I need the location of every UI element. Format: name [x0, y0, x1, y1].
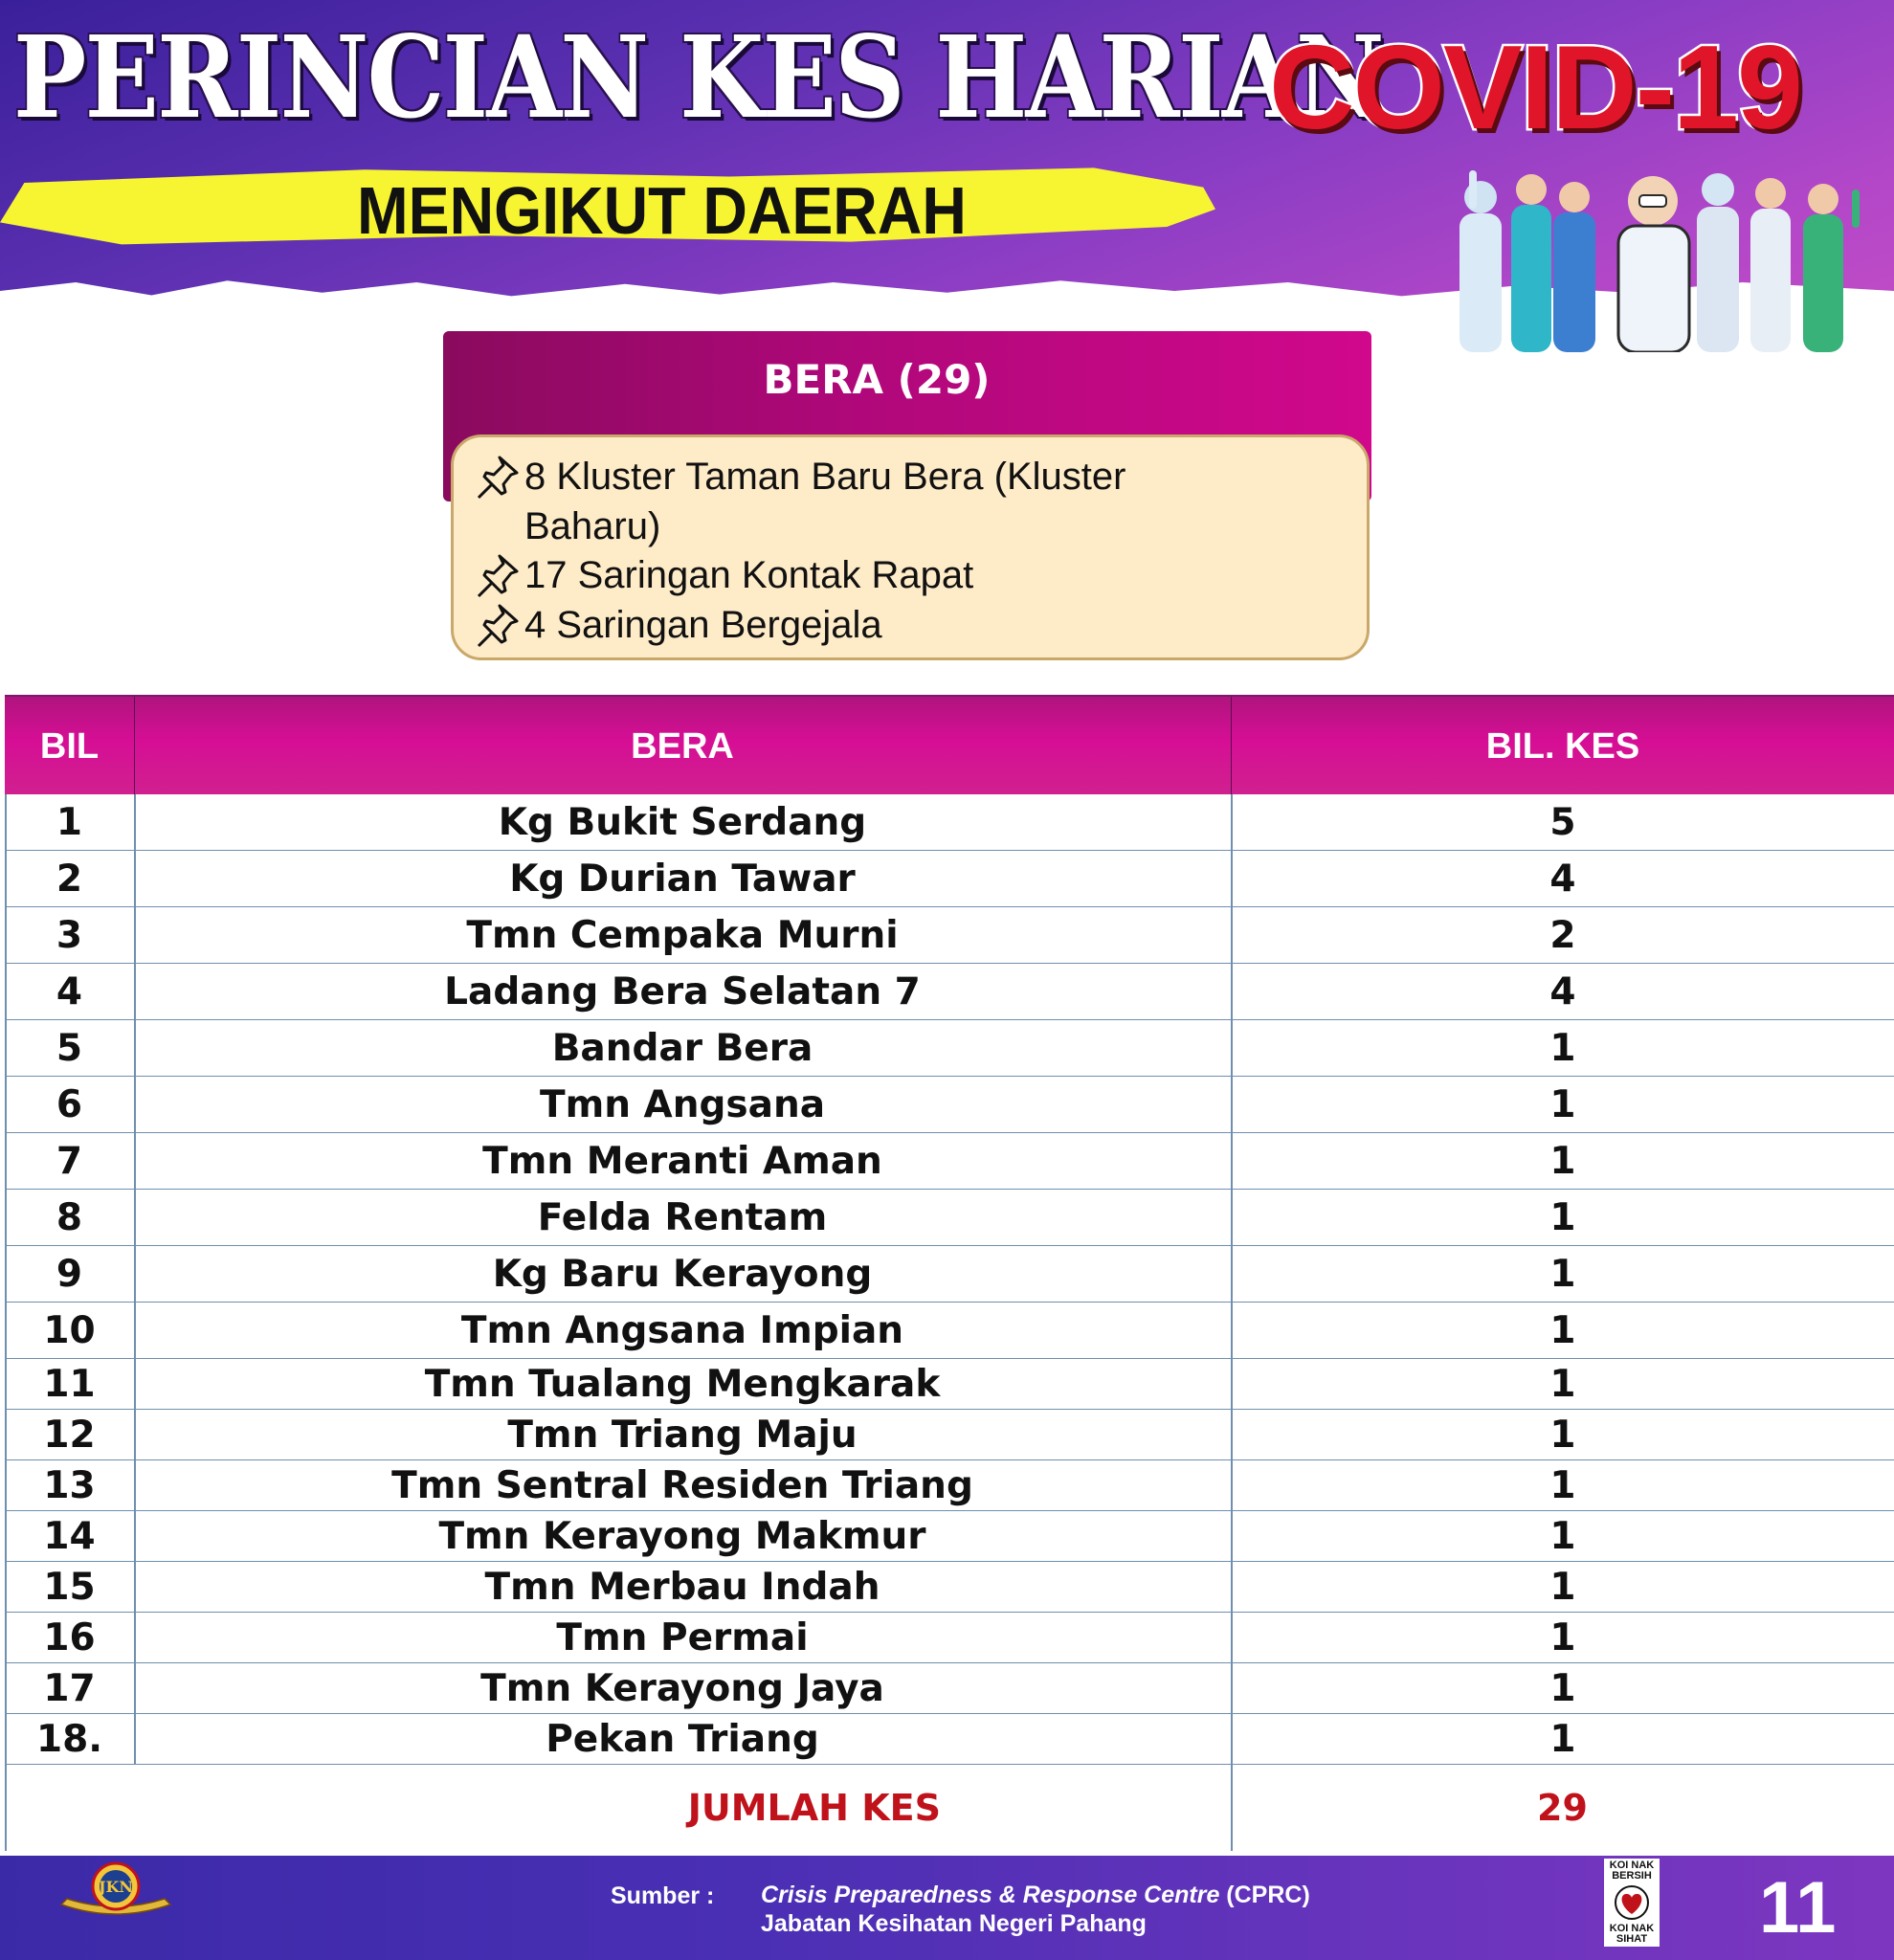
- table-row: [5, 1410, 1894, 1460]
- cell-cases: 1: [1549, 1615, 1576, 1659]
- cell-bil: 16: [43, 1615, 96, 1659]
- source-line-2: Jabatan Kesihatan Negeri Pahang: [761, 1910, 1147, 1937]
- cell-bil: 6: [56, 1082, 83, 1126]
- cell-cases: 1: [1549, 1195, 1576, 1239]
- column-header-location: BERA: [631, 726, 734, 767]
- cell-location: Tmn Tualang Mengkarak: [424, 1362, 941, 1406]
- table-border-left: [5, 794, 7, 1851]
- cell-cases: 1: [1549, 1362, 1576, 1406]
- healthcare-workers-illustration: [1431, 161, 1881, 352]
- cell-cases: 4: [1549, 969, 1576, 1013]
- cell-bil: 3: [56, 913, 83, 957]
- svg-text:JKN: JKN: [98, 1878, 134, 1896]
- cell-cases: 4: [1549, 857, 1576, 901]
- cell-location: Tmn Angsana Impian: [460, 1308, 904, 1352]
- cell-bil: 14: [43, 1514, 96, 1558]
- list-item: [471, 550, 1194, 600]
- cell-bil: 11: [43, 1362, 96, 1406]
- cell-location: Kg Bukit Serdang: [498, 800, 867, 844]
- subtitle: MENGIKUT DAERAH: [357, 173, 967, 248]
- bullet-text: 8 Kluster Taman Baru Bera (Kluster Baharu): [524, 456, 1126, 547]
- table-row: [5, 1613, 1894, 1663]
- cell-bil: 2: [56, 857, 83, 901]
- table-row: [5, 964, 1894, 1020]
- table-row: [5, 1077, 1894, 1133]
- cell-location: Pekan Triang: [546, 1717, 819, 1761]
- cell-cases: 1: [1549, 1565, 1576, 1609]
- koi-nak-sihat-badge: [1604, 1859, 1660, 1947]
- cell-bil: 7: [56, 1139, 83, 1183]
- cell-bil: 4: [56, 969, 83, 1013]
- cell-cases: 1: [1549, 1717, 1576, 1761]
- bullet-text: 4 Saringan Bergejala: [524, 604, 882, 646]
- cell-location: Tmn Meranti Aman: [482, 1139, 882, 1183]
- cell-location: Tmn Permai: [556, 1615, 809, 1659]
- cell-location: Tmn Triang Maju: [507, 1413, 858, 1457]
- cell-cases: 1: [1549, 1308, 1576, 1352]
- cell-cases: 1: [1549, 1139, 1576, 1183]
- table-row: [5, 1020, 1894, 1077]
- cell-cases: 1: [1549, 1082, 1576, 1126]
- column-header-cases: BIL. KES: [1485, 726, 1640, 767]
- cell-bil: 5: [56, 1026, 83, 1070]
- table-row: [5, 1460, 1894, 1511]
- cell-location: Kg Baru Kerayong: [492, 1252, 873, 1296]
- table-row: [5, 1714, 1894, 1765]
- table-row: [5, 794, 1894, 851]
- jkn-logo: [56, 1860, 176, 1924]
- covid-title: COVID-19: [1269, 22, 1801, 154]
- cell-bil: 12: [43, 1413, 96, 1457]
- source-organisation: Crisis Preparedness & Response Centre: [761, 1882, 1220, 1908]
- cell-location: Tmn Cempaka Murni: [466, 913, 899, 957]
- cell-location: Tmn Angsana: [539, 1082, 826, 1126]
- table-row: [5, 1511, 1894, 1562]
- district-card-title: BERA (29): [763, 356, 991, 403]
- cell-location: Ladang Bera Selatan 7: [444, 969, 921, 1013]
- column-divider: [1231, 794, 1233, 1851]
- cell-cases: 1: [1549, 1463, 1576, 1507]
- list-item: [471, 452, 1194, 551]
- total-value: 29: [1537, 1787, 1588, 1829]
- pushpin-icon: [471, 600, 524, 650]
- source-label: Sumber :: [611, 1882, 715, 1909]
- cell-location: Tmn Kerayong Jaya: [480, 1666, 884, 1710]
- cell-location: Kg Durian Tawar: [509, 857, 856, 901]
- page-title: PERINCIAN KES HARIAN: [13, 11, 1383, 144]
- table-row: [5, 1190, 1894, 1246]
- table-row: [5, 907, 1894, 964]
- cell-cases: 5: [1549, 800, 1576, 844]
- pushpin-icon: [471, 452, 524, 501]
- table-header: [5, 695, 1894, 794]
- column-header-bil: BIL: [39, 726, 100, 767]
- table-row: [5, 1246, 1894, 1303]
- cell-bil: 15: [43, 1565, 96, 1609]
- cell-cases: 1: [1549, 1514, 1576, 1558]
- cell-cases: 1: [1549, 1666, 1576, 1710]
- table-row: [5, 1303, 1894, 1359]
- badge-bottom-text: KOI NAK SIHAT: [1609, 1923, 1655, 1945]
- source-line-1: [761, 1882, 1310, 1909]
- badge-top-text: KOI NAK BERSIH: [1609, 1860, 1655, 1882]
- source-abbreviation: (CPRC): [1219, 1882, 1310, 1908]
- cell-bil: 17: [43, 1666, 96, 1710]
- cell-location: Tmn Kerayong Makmur: [438, 1514, 926, 1558]
- cell-bil: 8: [56, 1195, 83, 1239]
- heart-icon: [1613, 1885, 1651, 1920]
- table-row: [5, 851, 1894, 907]
- bullet-text: 17 Saringan Kontak Rapat: [524, 554, 974, 596]
- cell-location: Felda Rentam: [537, 1195, 828, 1239]
- cell-bil: 10: [43, 1308, 96, 1352]
- table-row: [5, 1562, 1894, 1613]
- total-row: [5, 1765, 1894, 1851]
- list-item: [471, 600, 1194, 650]
- cell-location: Tmn Sentral Residen Triang: [391, 1463, 973, 1507]
- table-row: [5, 1359, 1894, 1410]
- cell-location: Tmn Merbau Indah: [484, 1565, 880, 1609]
- cell-bil: 9: [56, 1252, 83, 1296]
- pushpin-icon: [471, 550, 524, 600]
- total-label: JUMLAH KES: [687, 1787, 941, 1829]
- table-row: [5, 1133, 1894, 1190]
- table-row: [5, 1663, 1894, 1714]
- column-divider: [134, 794, 136, 1765]
- cell-location: Bandar Bera: [551, 1026, 813, 1070]
- cell-bil: 13: [43, 1463, 96, 1507]
- page-number: 11: [1759, 1867, 1837, 1949]
- cell-bil: 18.: [35, 1717, 103, 1761]
- cell-cases: 1: [1549, 1413, 1576, 1457]
- cell-cases: 1: [1549, 1252, 1576, 1296]
- cell-cases: 2: [1549, 913, 1576, 957]
- cell-cases: 1: [1549, 1026, 1576, 1070]
- cell-bil: 1: [56, 800, 83, 844]
